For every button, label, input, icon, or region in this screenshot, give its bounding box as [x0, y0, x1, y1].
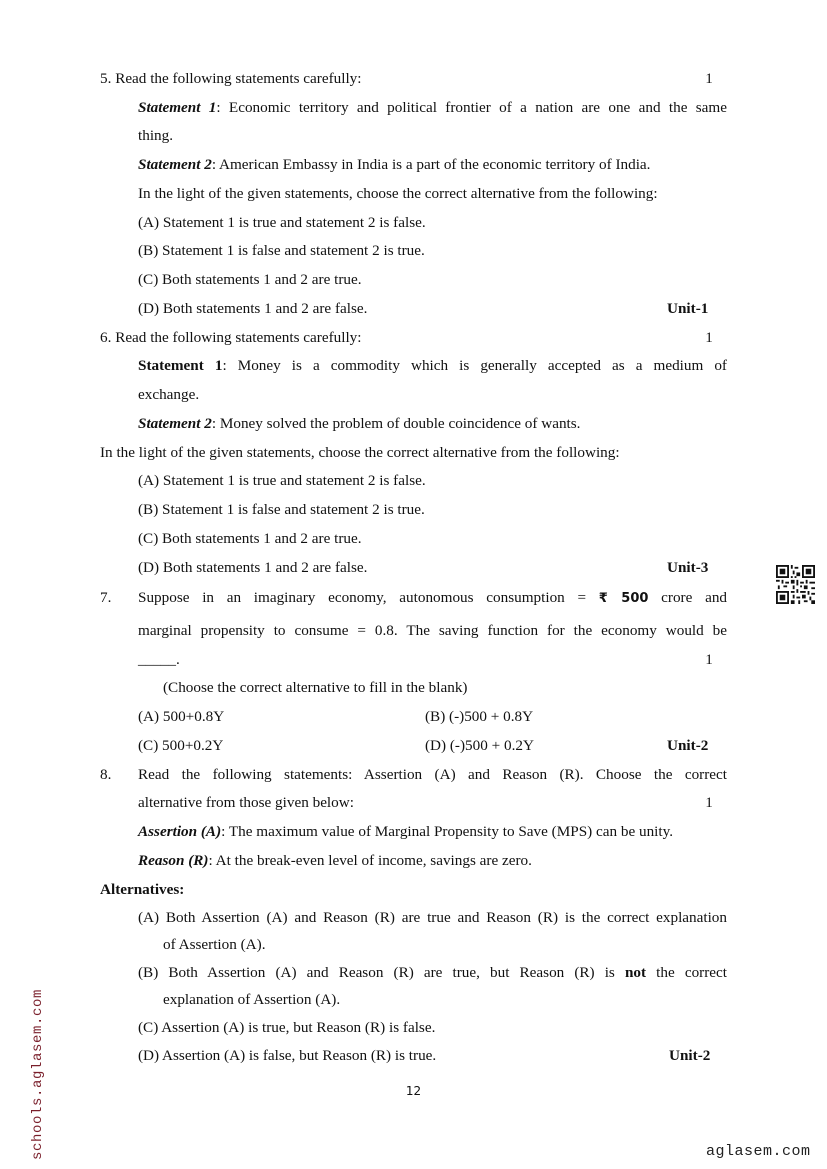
q7-option-a: (A) 500+0.8Y: [138, 708, 225, 725]
q6-statement2-text: : Money solved the problem of double coincidence of wants.: [211, 415, 581, 432]
q6-instruction: In the light of the given statements, choose the correct alternative from the following:: [100, 444, 620, 461]
q7-option-b: (B) (-)500 + 0.8Y: [425, 708, 534, 725]
q8-number: 8.: [100, 766, 112, 783]
q8-option-b-line1: [138, 964, 727, 982]
q5-stem: 5. Read the following statements carefully:: [100, 70, 362, 87]
q5-statement1-line1: [138, 99, 727, 117]
q5-statement1-line2: thing.: [138, 127, 174, 144]
q6-statement2-label: Statement 2: [138, 415, 212, 432]
q6-option-c: (C) Both statements 1 and 2 are true.: [138, 530, 362, 547]
q5-option-d: (D) Both statements 1 and 2 are false.: [138, 300, 368, 317]
q5-option-b: (B) Statement 1 is false and statement 2 is true.: [138, 242, 425, 259]
q8-assertion-label: Assertion (A): [138, 823, 222, 840]
q5-unit: Unit-1: [667, 300, 709, 317]
q7-blank: _____.: [138, 651, 180, 668]
q5-instruction: In the light of the given statements, choose the correct alternative from the following:: [138, 185, 658, 202]
q6-option-b: (B) Statement 1 is false and statement 2 is true.: [138, 501, 425, 518]
q5-marks: 1: [705, 70, 713, 87]
q6-statement1-line1: [138, 357, 727, 375]
q6-statement1-label: Statement 1: [138, 357, 223, 374]
q5-option-c: (C) Both statements 1 and 2 are true.: [138, 271, 362, 288]
q8-assertion-text: : The maximum value of Marginal Propensity to Save (MPS) can be unity.: [221, 823, 674, 840]
q8-option-a-line2: of Assertion (A).: [163, 936, 266, 953]
q8-option-b-line2: explanation of Assertion (A).: [163, 991, 341, 1008]
q7-number: 7.: [100, 589, 112, 606]
q5-statement2-label: Statement 2: [138, 156, 212, 173]
q8-reason-text: : At the break-even level of income, savings are zero.: [208, 852, 532, 869]
q7-rupee-amount: ₹ 500: [598, 591, 649, 606]
q7-option-d: (D) (-)500 + 0.2Y: [425, 737, 534, 754]
q7-line1-end: crore and: [661, 589, 728, 606]
q5-statement2: [138, 156, 650, 174]
q6-statement1-line2: exchange.: [138, 386, 200, 403]
q6-statement2: [138, 415, 580, 433]
q5-statement1-label: Statement 1: [138, 99, 217, 116]
q5-statement1-text: : Economic territory and political frontier of a nation are one and the same: [216, 99, 727, 116]
q8-reason: [138, 852, 532, 870]
q7-option-c: (C) 500+0.2Y: [138, 737, 224, 754]
q6-option-a: (A) Statement 1 is true and statement 2 is false.: [138, 472, 426, 489]
q8-assertion: [138, 823, 673, 841]
q6-option-d: (D) Both statements 1 and 2 are false.: [138, 559, 368, 576]
q7-line1: [138, 589, 727, 608]
q7-unit: Unit-2: [667, 737, 709, 754]
q8-marks: 1: [705, 794, 713, 811]
q8-option-b-text: (B) Both Assertion (A) and Reason (R) are true, but Reason (R) is: [138, 964, 615, 981]
page-number: 12: [405, 1084, 422, 1098]
qr-code-icon: [775, 565, 816, 604]
q7-line2: marginal propensity to consume = 0.8. The saving function for the economy would be: [138, 622, 727, 639]
q8-option-d: (D) Assertion (A) is false, but Reason (R) is true.: [138, 1047, 437, 1064]
q8-line1: Read the following statements: Assertion (A) and Reason (R). Choose the correct: [138, 766, 727, 783]
q6-unit: Unit-3: [667, 559, 709, 576]
watermark-side: schools.aglasem.com: [30, 988, 46, 1160]
q7-line1-text: Suppose in an imaginary economy, autonomous consumption =: [138, 589, 587, 606]
q6-marks: 1: [705, 329, 713, 346]
q8-option-b-text-end: the correct: [656, 964, 727, 981]
q8-option-a-line1: (A) Both Assertion (A) and Reason (R) are true and Reason (R) is the correct explanation: [138, 909, 727, 926]
q8-line2: alternative from those given below:: [138, 794, 354, 811]
watermark-bottom: aglasem.com: [706, 1143, 811, 1160]
q7-marks: 1: [705, 651, 713, 668]
q6-stem: 6. Read the following statements carefully:: [100, 329, 362, 346]
q8-alternatives-label: Alternatives:: [100, 881, 185, 898]
q8-option-b-not: not: [624, 964, 647, 981]
q8-unit: Unit-2: [669, 1047, 711, 1064]
q5-option-a: (A) Statement 1 is true and statement 2 is false.: [138, 214, 426, 231]
q7-hint: (Choose the correct alternative to fill in the blank): [163, 679, 468, 696]
q6-statement1-text: : Money is a commodity which is generally accepted as a medium of: [222, 357, 727, 374]
q8-reason-label: Reason (R): [138, 852, 209, 869]
q5-statement2-text: : American Embassy in India is a part of the economic territory of India.: [211, 156, 651, 173]
q8-option-c: (C) Assertion (A) is true, but Reason (R) is false.: [138, 1019, 436, 1036]
